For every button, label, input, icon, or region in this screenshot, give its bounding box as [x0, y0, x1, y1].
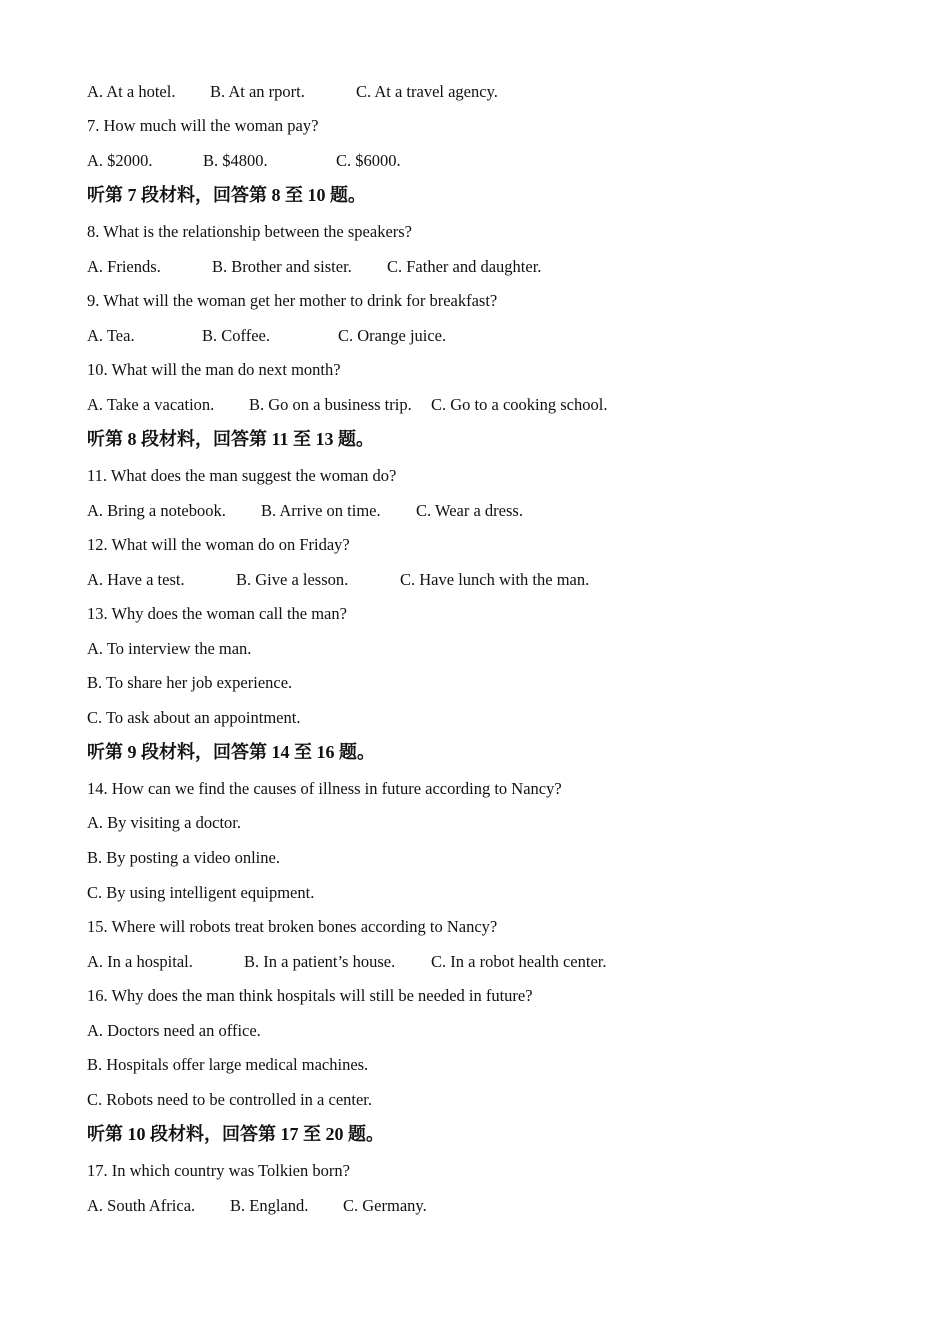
- question-text: A. To interview the man.: [87, 639, 252, 658]
- answer-option: B. In a patient’s house.: [244, 952, 396, 971]
- section-heading: 听第 8 段材料，回答第 11 至 13 题。: [87, 429, 375, 449]
- answer-option: A. Tea.: [87, 326, 135, 345]
- answer-option: C. In a robot health center.: [431, 952, 607, 971]
- question-text: B. To share her job experience.: [87, 673, 293, 692]
- answer-option: B. England.: [230, 1196, 309, 1215]
- answer-option: A. Take a vacation.: [87, 395, 215, 414]
- answer-option: B. Arrive on time.: [261, 501, 381, 520]
- answer-option: C. At a travel agency.: [356, 82, 498, 101]
- answer-option: A. $2000.: [87, 151, 153, 170]
- question-text: C. To ask about an appointment.: [87, 708, 301, 727]
- section-heading: 听第 9 段材料，回答第 14 至 16 题。: [87, 742, 375, 762]
- question-text: A. Doctors need an office.: [87, 1021, 261, 1040]
- question-text: 16. Why does the man think hospitals will still be needed in future?: [87, 986, 533, 1005]
- question-text: 14. How can we find the causes of illness in future according to Nancy?: [87, 779, 562, 798]
- answer-option: B. Give a lesson.: [236, 570, 349, 589]
- answer-option: B. At an rport.: [210, 82, 305, 101]
- question-text: B. By posting a video online.: [87, 848, 280, 867]
- answer-option: C. Father and daughter.: [387, 257, 542, 276]
- answer-option: A. Bring a notebook.: [87, 501, 226, 520]
- question-text: C. Robots need to be controlled in a center.: [87, 1090, 373, 1109]
- answer-option: A. In a hospital.: [87, 952, 193, 971]
- answer-option: C. Go to a cooking school.: [431, 395, 608, 414]
- section-heading: 听第 10 段材料，回答第 17 至 20 题。: [87, 1124, 384, 1144]
- question-text: B. Hospitals offer large medical machines.: [87, 1055, 369, 1074]
- question-text: 12. What will the woman do on Friday?: [87, 535, 350, 554]
- answer-option: A. At a hotel.: [87, 82, 176, 101]
- question-text: 17. In which country was Tolkien born?: [87, 1161, 350, 1180]
- answer-option: A. Friends.: [87, 257, 161, 276]
- answer-option: C. $6000.: [336, 151, 401, 170]
- answer-option: A. Have a test.: [87, 570, 185, 589]
- section-heading: 听第 7 段材料，回答第 8 至 10 题。: [87, 185, 366, 205]
- answer-option: B. Coffee.: [202, 326, 270, 345]
- question-text: 9. What will the woman get her mother to drink for breakfast?: [87, 291, 498, 310]
- question-text: 11. What does the man suggest the woman do?: [87, 466, 397, 485]
- question-text: 8. What is the relationship between the speakers?: [87, 222, 413, 241]
- question-text: C. By using intelligent equipment.: [87, 883, 315, 902]
- answer-option: B. Go on a business trip.: [249, 395, 412, 414]
- answer-option: A. South Africa.: [87, 1196, 196, 1215]
- answer-option: C. Wear a dress.: [416, 501, 523, 520]
- answer-option: B. Brother and sister.: [212, 257, 352, 276]
- answer-option: B. $4800.: [203, 151, 268, 170]
- answer-option: C. Germany.: [343, 1196, 427, 1215]
- answer-option: C. Orange juice.: [338, 326, 447, 345]
- question-text: 7. How much will the woman pay?: [87, 116, 319, 135]
- question-text: 13. Why does the woman call the man?: [87, 604, 347, 623]
- question-text: A. By visiting a doctor.: [87, 813, 241, 832]
- question-text: 10. What will the man do next month?: [87, 360, 341, 379]
- question-text: 15. Where will robots treat broken bones according to Nancy?: [87, 917, 498, 936]
- answer-option: C. Have lunch with the man.: [400, 570, 590, 589]
